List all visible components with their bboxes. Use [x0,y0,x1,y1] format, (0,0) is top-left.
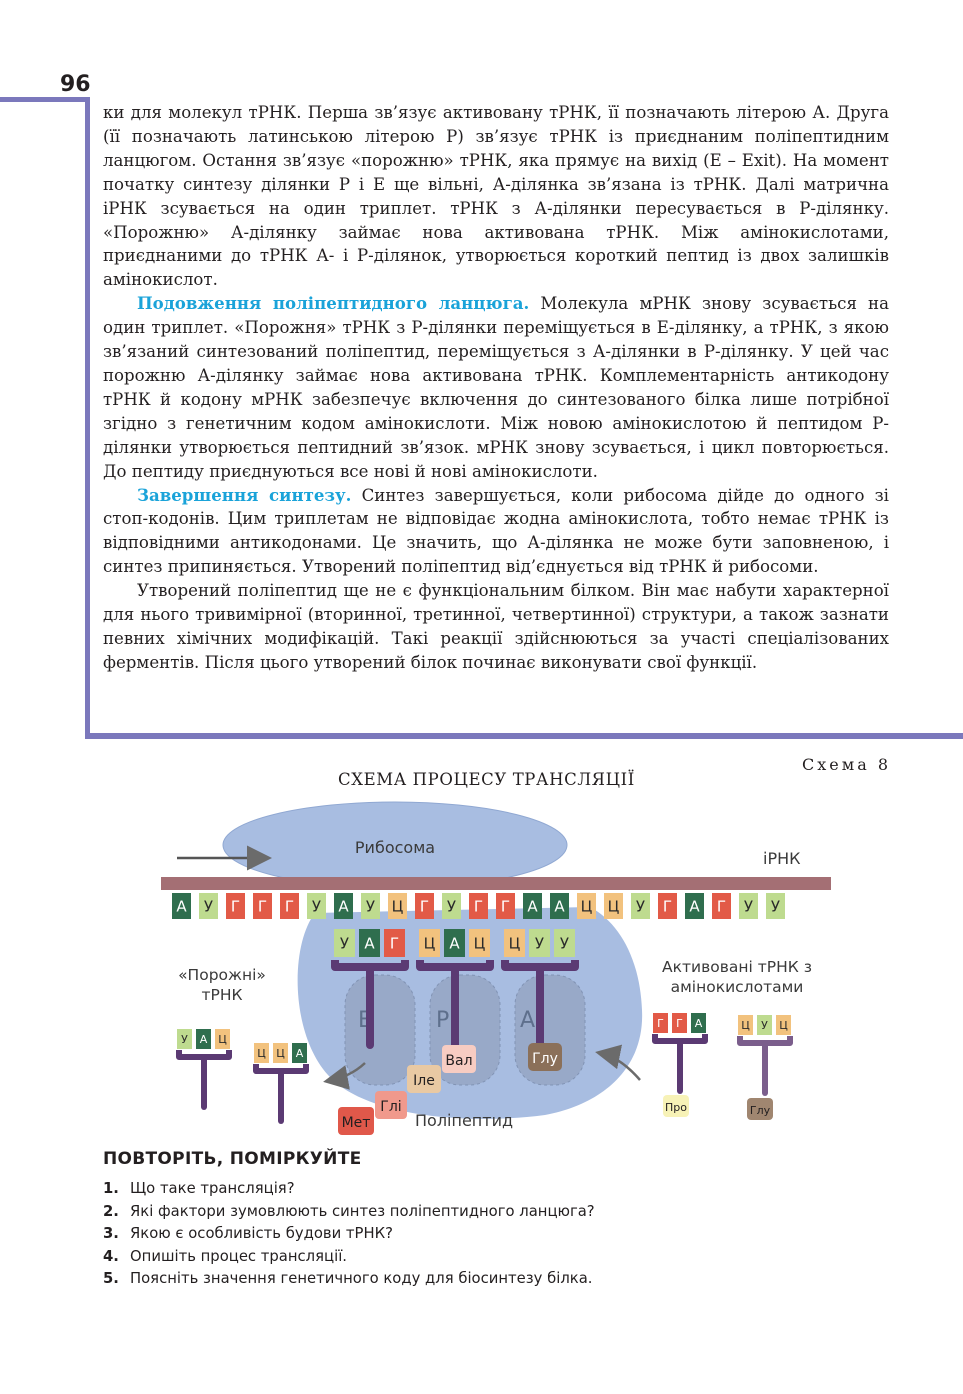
question-number: 1. [103,1180,119,1197]
mrna-nucleotide-label: Г [284,897,295,916]
main-text [103,101,889,675]
question-text: Опишіть процес трансляції. [130,1247,348,1265]
page-number: 96 [60,72,91,97]
site-e-label: Е [358,1008,372,1033]
amino-acid-met-label: Мет [341,1115,371,1131]
translation-diagram [150,795,850,1140]
question-number: 4. [103,1247,119,1265]
amino-acid-a-site-label: Глу [532,1051,558,1067]
mrna-nucleotide-label: Г [662,897,673,916]
free-trna-nucleotide-label: Ц [257,1046,266,1060]
free-trna-nucleotide-label: Ц [779,1018,788,1032]
paragraph-text: ки для молекул тРНК. Перша зв’язує активовану тРНК, її позначають літерою А. Друга (її позначають латинською літерою Р) зв’язує тРНК із приєднаним поліпептидним ланцюгом. Остання зв’язує «порожню» тРНК, яка прямує на вихід (Е – Exit). На момент початку синтезу ділянки Р і Е ще вільні, А-ділянка зв’язана із тРНК. Далі матрична іРНК зсувається на один триплет. тРНК з А-ділянки пересувається в Р-ділянку. «Порожню» А-ділянку займає нова активована тРНК. Між амінокислотами, приєднаними до тРНК А- і Р-ділянок, утворюється короткий пептид із двох залишків амінокислот. [103,103,889,290]
amino-acid-gli-label: Глі [380,1099,402,1115]
mrna-nucleotide-label: У [743,897,754,916]
ribosome-trnas [334,929,575,1045]
question-number: 3. [103,1225,119,1242]
polypeptide-label: Поліпептид [415,1111,514,1130]
site-e [345,975,415,1085]
section-heading-elongation: Подовження поліпептидного ланцюга. [137,293,530,314]
question-text: Якою є особливість будови тРНК? [130,1225,393,1242]
questions-list [103,1178,595,1291]
free-trna-nucleotide-label: У [181,1032,188,1046]
mrna-codons [172,893,785,919]
question-number: 5. [103,1270,119,1287]
activated-trna-label-2: амінокислотами [670,978,804,996]
mrna-nucleotide-label: У [635,897,646,916]
paragraph-1 [103,101,889,292]
question-text: Що таке трансляція? [130,1180,295,1197]
mrna-strand [161,877,831,890]
question-item [103,1268,595,1291]
site-a-label: А [520,1008,536,1033]
amino-acid-pro-label: Про [665,1101,687,1114]
amino-acid-val-label: Вал [445,1053,473,1069]
mrna-nucleotide-label: Г [500,897,511,916]
mrna-nucleotide-label: Г [419,897,430,916]
frame-bottom-border [85,733,963,739]
mrna-nucleotide-label: А [338,897,349,916]
free-trna-nucleotide-label: А [199,1032,208,1046]
mrna-nucleotide-label: А [554,897,565,916]
question-item [103,1201,595,1224]
question-item [103,1246,595,1269]
mrna-nucleotide-label: А [689,897,700,916]
free-trna-nucleotide-label: У [761,1018,768,1032]
anticodon-nucleotide-label: Ц [473,934,486,953]
paragraph-4 [103,579,889,675]
anticodon-nucleotide-label: Г [389,934,400,953]
mrna-nucleotide-label: А [176,897,187,916]
section-heading-termination: Завершення синтезу. [137,484,352,505]
ribosome-label: Рибосома [354,838,436,857]
free-trna-nucleotide-label: Ц [218,1032,227,1046]
scheme-title: СХЕМА ПРОЦЕСУ ТРАНСЛЯЦІЇ [338,770,635,789]
free-trna-nucleotide-label: Ц [276,1046,285,1060]
anticodon-nucleotide-label: У [534,934,545,953]
anticodon-nucleotide-label: У [559,934,570,953]
paragraph-text: Молекула мРНК знову зсувається на один триплет. «Порожня» тРНК з Р-ділянки переміщується в Е-ділянку, а тРНК, з якою зв’язаний синтезований поліпептид, переміщується з А-ділянки в Р-ділянку. У цей час порожню А-ділянку займає нова активована тРНК. Комплементарність антикодону тРНК й кодону мРНК забезпечує включення до синтезованого білка лише потрібної згідно з генетичним кодом амінокислоти. Між новою амінокислотою й пептидом Р-ділянки утворюється пептидний зв’язок. мРНК знову зсувається, і цикл повторюється. До пептиду приєднуються все нові й нові амінокислоти. [103,294,889,481]
anticodon-nucleotide-label: Ц [508,934,521,953]
question-item [103,1223,595,1246]
question-item [103,1178,595,1201]
anticodon-nucleotide-label: Ц [423,934,436,953]
mrna-nucleotide-label: У [446,897,457,916]
question-text: Які фактори зумовлюють синтез поліпептидного ланцюга? [130,1202,595,1220]
free-trna-nucleotide-label: А [694,1016,703,1030]
empty-trna-label-2: тРНК [201,986,243,1004]
mrna-nucleotide-label: У [770,897,781,916]
mrna-nucleotide-label: Ц [391,897,404,916]
mrna-nucleotide-label: У [203,897,214,916]
mrna-nucleotide-label: А [527,897,538,916]
empty-trna-label-1: «Порожні» [178,966,266,984]
review-title: ПОВТОРІТЬ, ПОМІРКУЙТЕ [103,1149,362,1169]
mrna-nucleotide-label: Ц [607,897,620,916]
scheme-label: Схема 8 [802,755,891,774]
free-trna-nucleotide-label: Г [657,1016,664,1030]
paragraph-3 [103,484,889,580]
anticodon-nucleotide-label: У [339,934,350,953]
mrna-nucleotide-label: У [365,897,376,916]
mrna-nucleotide-label: Г [257,897,268,916]
paragraph-text: Утворений поліпептид ще не є функціональним білком. Він має набути характерної для нього тривимірної (вторинної, третинної, четвертинної) структури, а також зазнати певних хімічних модифікацій. Такі реакції здійснюються за участі спеціалізованих ферментів. Після цього утворений білок починає виконувати свої функції. [103,581,889,672]
paragraph-2 [103,292,889,483]
free-trna-nucleotide-label: А [295,1046,304,1060]
anticodon-nucleotide-label: А [449,934,460,953]
question-number: 2. [103,1202,119,1220]
free-trna-nucleotide-label: Г [676,1016,683,1030]
mrna-nucleotide-label: Ц [580,897,593,916]
mrna-nucleotide-label: У [311,897,322,916]
paragraph-text: Синтез завершується, коли рибосома дійде до одного зі стоп-кодонів. Цим триплетам не відповідає жодна амінокислота, тобто немає тРНК із відповідними антикодонами. Це значить, що А-ділянка не може бути заповненою, і синтез припиняється. Утворений поліпептид від’єднується від тРНК й рибосоми. [103,485,889,577]
mrna-nucleotide-label: Г [473,897,484,916]
question-text: Поясніть значення генетичного коду для біосинтезу білка. [130,1270,593,1287]
free-trna-nucleotide-label: Ц [741,1018,750,1032]
mrna-nucleotide-label: Г [716,897,727,916]
amino-acid-ile-label: Іле [413,1073,435,1089]
mrna-label: іРНК [763,849,801,868]
frame-top-border [0,97,90,102]
frame-left-border [85,97,90,737]
activated-trna-label-1: Активовані тРНК з [662,958,812,976]
mrna-nucleotide-label: Г [230,897,241,916]
site-p-label: Р [436,1008,450,1033]
anticodon-nucleotide-label: А [364,934,375,953]
amino-acid-glu-label: Глу [749,1104,771,1117]
